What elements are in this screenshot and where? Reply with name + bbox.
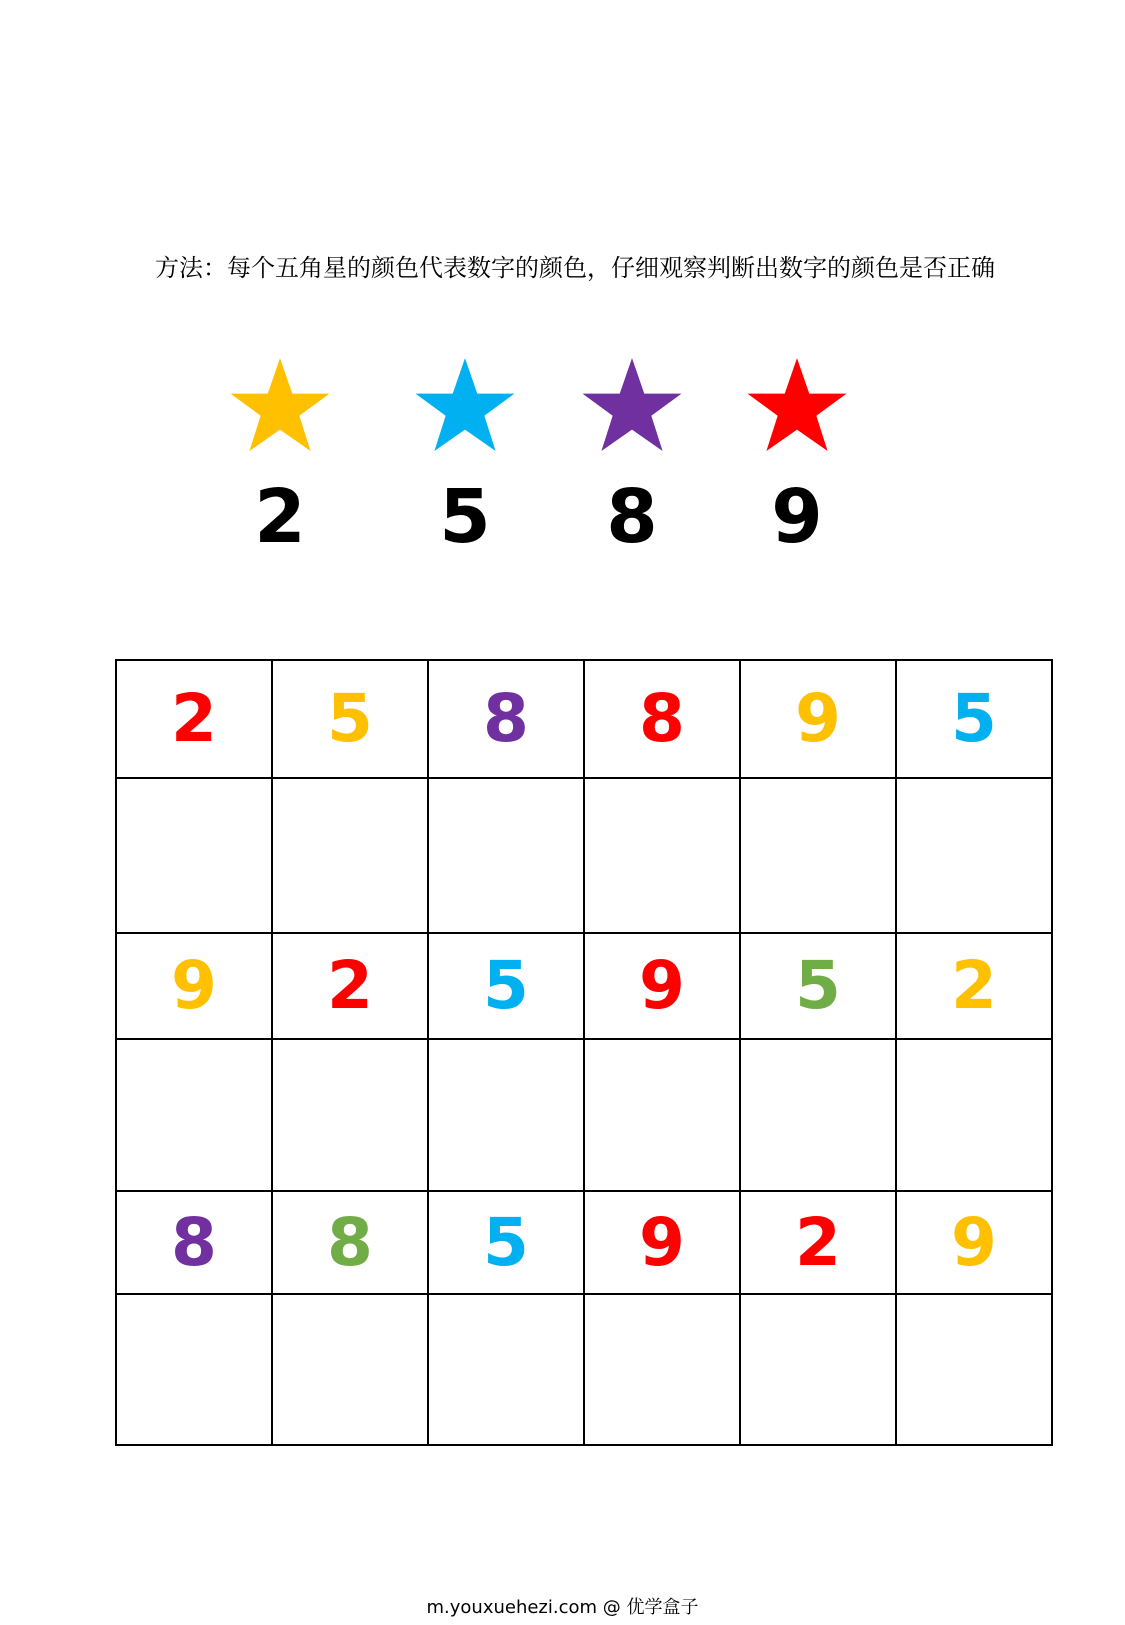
- answer-cell[interactable]: [896, 1294, 1052, 1445]
- cell-digit: 8: [327, 1203, 373, 1281]
- grid-cell: [428, 1191, 584, 1294]
- answer-cell[interactable]: [116, 778, 272, 933]
- answer-cell[interactable]: [584, 1294, 740, 1445]
- answer-cell[interactable]: [272, 1294, 428, 1445]
- answer-cell[interactable]: [740, 778, 896, 933]
- answer-cell[interactable]: [740, 1039, 896, 1191]
- grid-cell: [428, 933, 584, 1039]
- cell-digit: 5: [951, 680, 997, 757]
- answer-row: [116, 1039, 1052, 1191]
- key-item-4: [737, 352, 857, 560]
- answer-cell[interactable]: [740, 1294, 896, 1445]
- cell-digit: 5: [795, 947, 841, 1024]
- star-icon: [580, 352, 684, 464]
- cell-digit: 2: [795, 1203, 841, 1281]
- cell-digit: 5: [327, 680, 373, 757]
- cell-digit: 9: [171, 947, 217, 1024]
- digit-row: [116, 1191, 1052, 1294]
- answer-cell[interactable]: [896, 1039, 1052, 1191]
- answer-cell[interactable]: [428, 778, 584, 933]
- grid-cell: [272, 1191, 428, 1294]
- digit-row: [116, 933, 1052, 1039]
- answer-cell[interactable]: [428, 1294, 584, 1445]
- grid-cell: [896, 933, 1052, 1039]
- key-digit: 5: [439, 474, 491, 560]
- grid-cell: [584, 660, 740, 778]
- grid-cell: [584, 933, 740, 1039]
- grid-cell: [116, 1191, 272, 1294]
- grid-cell: [740, 660, 896, 778]
- key-digit: 9: [771, 474, 823, 560]
- cell-digit: 9: [639, 1203, 685, 1281]
- grid-cell: [116, 933, 272, 1039]
- key-item-1: [220, 352, 340, 560]
- grid-cell: [896, 1191, 1052, 1294]
- answer-row: [116, 778, 1052, 933]
- grid-cell: [272, 933, 428, 1039]
- cell-digit: 9: [951, 1203, 997, 1281]
- key-digit: 2: [254, 474, 306, 560]
- grid-cell: [740, 933, 896, 1039]
- cell-digit: 2: [171, 680, 217, 757]
- answer-cell[interactable]: [584, 778, 740, 933]
- answer-cell[interactable]: [116, 1039, 272, 1191]
- grid-cell: [428, 660, 584, 778]
- cell-digit: 8: [171, 1203, 217, 1281]
- grid-cell: [272, 660, 428, 778]
- grid-cell: [896, 660, 1052, 778]
- answer-cell[interactable]: [272, 778, 428, 933]
- cell-digit: 8: [639, 680, 685, 757]
- key-item-3: [572, 352, 692, 560]
- digit-row: [116, 660, 1052, 778]
- cell-digit: 9: [639, 947, 685, 1024]
- key-digit: 8: [606, 474, 658, 560]
- number-grid: [115, 659, 1053, 1446]
- answer-cell[interactable]: [896, 778, 1052, 933]
- cell-digit: 5: [483, 947, 529, 1024]
- footer-watermark: m.youxuehezi.com @ 优学盒子: [426, 1597, 699, 1618]
- key-item-2: [405, 352, 525, 560]
- answer-cell[interactable]: [584, 1039, 740, 1191]
- grid-cell: [584, 1191, 740, 1294]
- star-icon: [228, 352, 332, 464]
- cell-digit: 9: [795, 680, 841, 757]
- cell-digit: 2: [951, 947, 997, 1024]
- cell-digit: 8: [483, 680, 529, 757]
- answer-cell[interactable]: [116, 1294, 272, 1445]
- grid-cell: [116, 660, 272, 778]
- cell-digit: 5: [483, 1203, 529, 1281]
- star-icon: [745, 352, 849, 464]
- instruction-text: 方法：每个五角星的颜色代表数字的颜色，仔细观察判断出数字的颜色是否正确: [155, 254, 995, 282]
- star-icon: [413, 352, 517, 464]
- color-key: [0, 0, 1125, 600]
- grid-cell: [740, 1191, 896, 1294]
- cell-digit: 2: [327, 947, 373, 1024]
- answer-cell[interactable]: [272, 1039, 428, 1191]
- answer-row: [116, 1294, 1052, 1445]
- answer-cell[interactable]: [428, 1039, 584, 1191]
